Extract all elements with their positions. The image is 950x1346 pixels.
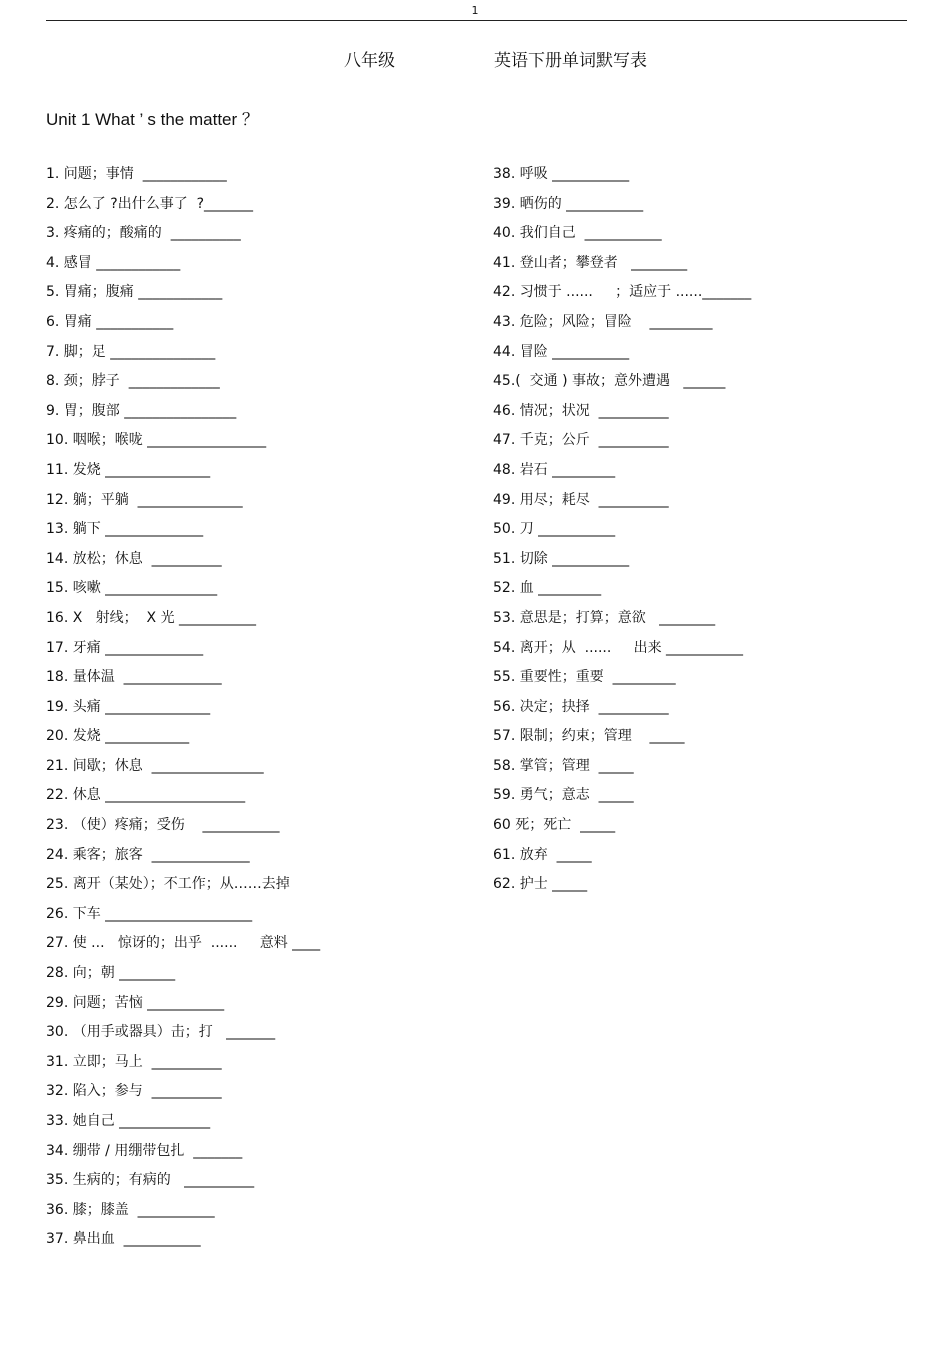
page-number: 1 xyxy=(471,4,479,17)
unit-heading: Unit 1 What ’ s the matter ？ xyxy=(46,110,259,129)
vocab-item: 47. 千克；公斤 __________ xyxy=(493,432,669,449)
vocab-column-left xyxy=(46,160,320,1255)
vocab-item: 28. 向；朝 ________ xyxy=(46,965,176,982)
vocab-item: 10. 咽喉；喉咙 _________________ xyxy=(46,432,267,449)
vocab-item: 44. 冒险 ___________ xyxy=(493,343,630,360)
vocab-item: 34. 绷带 / 用绷带包扎 _______ xyxy=(46,1142,243,1159)
vocab-item: 51. 切除 ___________ xyxy=(493,550,630,567)
vocab-item: 9. 胃；腹部 ________________ xyxy=(46,402,237,419)
vocab-item: 1. 问题；事情 ____________ xyxy=(46,166,227,182)
header-rule xyxy=(46,20,907,21)
vocab-item: 48. 岩石 _________ xyxy=(493,461,616,478)
vocab-item: 4. 感冒 ____________ xyxy=(46,254,181,271)
vocab-item: 53. 意思是；打算；意欲 ________ xyxy=(493,609,716,626)
vocab-item: 23. （使）疼痛；受伤 ___________ xyxy=(46,817,280,834)
vocab-item: 61. 放弃 _____ xyxy=(493,846,592,863)
vocab-item: 33. 她自己 _____________ xyxy=(46,1113,211,1129)
vocab-item: 56. 决定；抉择 __________ xyxy=(493,698,669,715)
vocab-item: 6. 胃痛 ___________ xyxy=(46,313,174,330)
vocab-item: 14. 放松；休息 __________ xyxy=(46,550,222,567)
vocab-item: 52. 血 _________ xyxy=(493,580,602,597)
vocab-item: 50. 刀 ___________ xyxy=(493,521,616,538)
vocab-item: 12. 躺；平躺 _______________ xyxy=(46,491,243,508)
vocab-item: 26. 下车 _____________________ xyxy=(46,905,253,922)
vocab-item: 11. 发烧 _______________ xyxy=(46,461,211,478)
vocab-item: 59. 勇气；意志 _____ xyxy=(493,787,634,804)
vocab-item: 42. 习惯于 ...... ；适应于 ......_______ xyxy=(493,284,752,301)
vocab-item: 58. 掌管；管理 _____ xyxy=(493,757,634,774)
vocab-item: 60 死；死亡 _____ xyxy=(493,817,616,834)
vocab-item: 25. 离开（某处）；不工作；从……去掉 xyxy=(46,876,290,893)
vocab-item: 35. 生病的；有病的 __________ xyxy=(46,1172,255,1189)
vocab-item: 20. 发烧 ____________ xyxy=(46,728,190,745)
vocab-item: 62. 护士 _____ xyxy=(493,876,588,893)
vocab-item: 45.( 交通 ) 事故；意外遭遇 ______ xyxy=(493,373,726,390)
vocab-item: 49. 用尽；耗尽 __________ xyxy=(493,491,669,508)
vocab-item: 18. 量体温 ______________ xyxy=(46,669,222,686)
vocab-item: 30. （用手或器具）击；打 _______ xyxy=(46,1024,276,1041)
vocab-item: 57. 限制；约束；管理 _____ xyxy=(493,728,685,745)
vocab-item: 36. 膝；膝盖 ___________ xyxy=(46,1201,215,1218)
vocab-item: 54. 离开；从 ...... 出来 ___________ xyxy=(493,639,744,656)
vocab-item: 37. 鼻出血 ___________ xyxy=(46,1231,201,1248)
vocab-item: 29. 问题；苦恼 ___________ xyxy=(46,994,225,1011)
vocab-item: 13. 躺下 ______________ xyxy=(46,521,204,538)
vocab-item: 32. 陷入；参与 __________ xyxy=(46,1083,222,1100)
title-subject: 英语下册单词默写表 xyxy=(494,51,647,71)
vocab-item: 55. 重要性；重要 _________ xyxy=(493,669,676,686)
vocab-item: 38. 呼吸 ___________ xyxy=(493,166,630,182)
vocab-item: 8. 颈；脖子 _____________ xyxy=(46,373,220,390)
vocab-item: 2. 怎么了 ?出什么事了 ?_______ xyxy=(46,195,254,212)
vocab-item: 7. 脚；足 _______________ xyxy=(46,343,216,360)
vocab-item: 46. 情况；状况 __________ xyxy=(493,402,669,419)
vocab-item: 16. X 射线； X 光 ___________ xyxy=(46,609,257,626)
vocab-item: 22. 休息 ____________________ xyxy=(46,787,246,804)
vocab-column-right xyxy=(493,160,751,900)
title-grade: 八年级 xyxy=(344,51,395,71)
vocab-item: 21. 间歇；休息 ________________ xyxy=(46,757,264,774)
vocab-item: 40. 我们自己 ___________ xyxy=(493,225,662,242)
vocab-item: 3. 疼痛的；酸痛的 __________ xyxy=(46,225,241,242)
vocab-item: 39. 晒伤的 ___________ xyxy=(493,195,644,212)
vocab-item: 17. 牙痛 ______________ xyxy=(46,639,204,656)
vocab-item: 31. 立即；马上 __________ xyxy=(46,1053,222,1070)
vocab-item: 24. 乘客；旅客 ______________ xyxy=(46,846,250,863)
vocab-item: 27. 使 ... 惊讶的；出乎 ...... 意料 ____ xyxy=(46,935,321,952)
vocab-item: 15. 咳嗽 ________________ xyxy=(46,580,218,597)
vocab-item: 41. 登山者；攀登者 ________ xyxy=(493,254,688,271)
vocab-item: 43. 危险；风险；冒险 _________ xyxy=(493,313,713,330)
vocab-item: 5. 胃痛；腹痛 ____________ xyxy=(46,284,223,301)
vocab-item: 19. 头痛 _______________ xyxy=(46,698,211,715)
